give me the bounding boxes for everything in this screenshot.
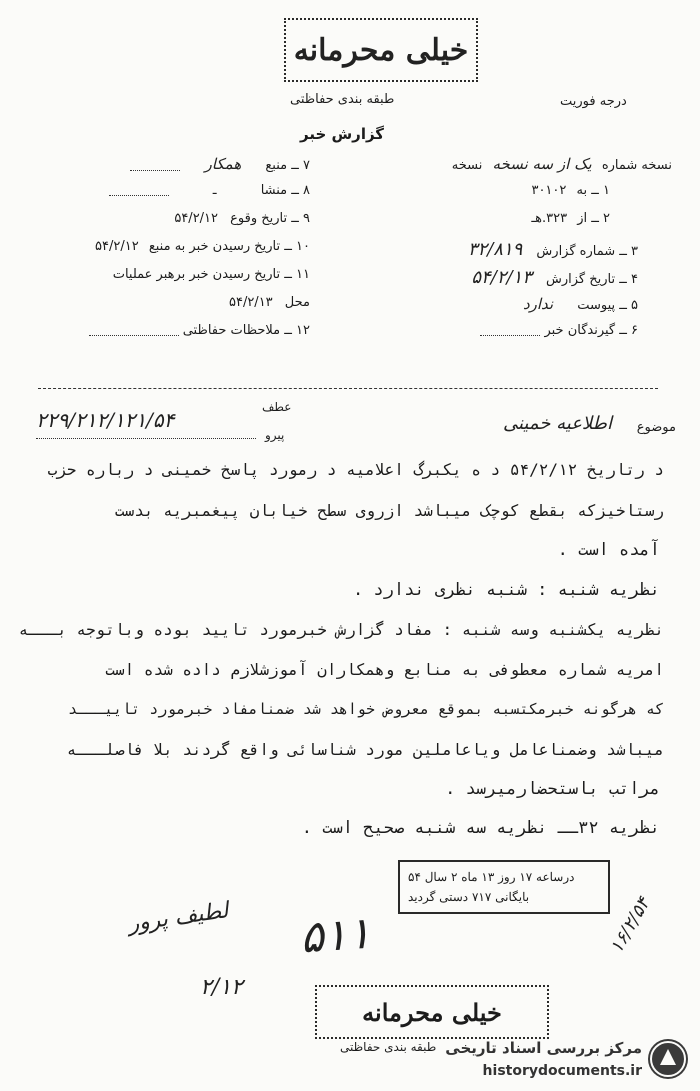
body-line: نظریه ۳۲ــ نظریه سه شنبه صحیح است . xyxy=(301,818,660,838)
field-report-date: ۴ ــ تاریخ گزارش ۵۴/۲/۱۳ xyxy=(471,267,638,288)
body-line: د رتاریخ ۵۴/۲/۱۲ د ه یکبرگ اعلامیه د رمورد پاسخ خمینی د رباره حزب xyxy=(47,460,664,479)
classification-stamp-text: خیلی محرمانه xyxy=(293,32,469,68)
field-location: محل ۵۴/۲/۱۳ xyxy=(228,295,310,310)
field-security-notes: ۱۲ ــ ملاحظات حفاظتی xyxy=(89,323,310,338)
field-value: ۵۴/۲/۱۲ xyxy=(95,239,139,254)
field-value: همکار xyxy=(204,155,242,173)
field-value: ۵۴/۲/۱۳ xyxy=(471,267,532,288)
field-date-to-source: ۱۰ ــ تاریخ رسیدن خبر به منبع ۵۴/۲/۱۲ xyxy=(95,239,310,254)
subject-text: اطلاعیه خمینی xyxy=(502,413,612,434)
body-line: رستاخیزکه بقطع کوچک میباشد ازروی سطح خیابان پیغمبریه بدست xyxy=(114,501,664,520)
subject-label: موضوع xyxy=(636,420,676,435)
field-value: ۵۴/۲/۱۲ xyxy=(174,211,219,226)
signature-left: لطیف پرور xyxy=(126,898,230,937)
field-origin: ۸ ــ منشا ـ xyxy=(109,183,310,198)
classification-stamp xyxy=(284,18,478,82)
field-value: ندارد xyxy=(522,295,554,313)
signature-right-edge: ۱۶/۲/۵۴ xyxy=(606,894,655,957)
watermark-logo-icon xyxy=(648,1039,688,1079)
watermark-url: historydocuments.ir xyxy=(482,1063,642,1079)
bottom-stamp-text: خیلی محرمانه xyxy=(362,997,502,1027)
field-value: ـ xyxy=(212,183,217,198)
urgency-label: درجه فوریت xyxy=(560,94,627,109)
archive-stamp-line1: درساعه ۱۷ روز ۱۳ ماه ۲ سال ۵۴ xyxy=(408,870,575,884)
body-line: مراتب باستحضارمیرسد . xyxy=(445,779,660,799)
bottom-classification-stamp xyxy=(315,985,549,1039)
body-line: امریه شماره معطوفی به منابع وهمکاران آموزشلازم داده شده است xyxy=(105,660,664,679)
field-value: ۳۲۳.هـ xyxy=(531,211,568,226)
field-occurrence-date: ۹ ــ تاریخ وقوع ۵۴/۲/۱۲ xyxy=(174,211,310,226)
field-recipients: ۶ ــ گیرندگان خبر xyxy=(480,323,638,338)
body-line: آمده است . xyxy=(557,540,660,560)
field-source: ۷ ــ منبع همکار xyxy=(130,155,310,173)
separator-line xyxy=(38,388,658,389)
field-report-number: ۳ ــ شماره گزارش ۳۲/۸۱۹ xyxy=(467,239,638,260)
watermark xyxy=(430,1035,692,1087)
subject-underline xyxy=(36,438,256,439)
field-attachment: ۵ ــ پیوست ندارد xyxy=(522,295,638,313)
body-line: که هرگونه خبرمکتسبه بموقع معروض خواهد شد ضمنامفاد خبرمورد تاییـــد xyxy=(67,700,664,718)
field-value: یک از سه نسخه xyxy=(492,155,592,173)
field-value: ۳۲/۸۱۹ xyxy=(467,239,523,260)
body-line: نظریه شنبه : شنبه نظری ندارد . xyxy=(352,580,660,600)
report-title: گزارش خبر xyxy=(300,125,385,143)
signature-left-number: ۲/۱۲ xyxy=(200,975,243,1000)
field-from: ۲ ــ از ۳۲۳.هـ xyxy=(531,211,610,226)
protection-class-label: طبقه بندی حفاظتی xyxy=(290,92,395,107)
field-value: ۵۴/۲/۱۳ xyxy=(228,295,273,310)
archive-stamp xyxy=(398,860,610,914)
watermark-title: مرکز بررسی اسناد تاریخی xyxy=(445,1039,642,1057)
field-copy-number: نسخه شماره یک از سه نسخه نسخه xyxy=(451,155,672,173)
field-to: ۱ ــ به ۳۰۱۰۲ xyxy=(531,183,610,198)
archive-stamp-line2: بایگانی ۷۱۷ دستی گردید xyxy=(408,890,530,904)
ref-numbers: ۲۲۹/۲۱۲/۱۲۱/۵۴ xyxy=(36,408,175,432)
field-date-to-leader: ۱۱ ــ تاریخ رسیدن خبر برهبر عملیات xyxy=(112,267,310,282)
field-value: ۳۰۱۰۲ xyxy=(531,183,567,198)
body-line: میباشد وضمناعامل ویاعاملین مورد شناسائی واقع گردند بلا فاصلـــه xyxy=(66,740,664,759)
body-line: نظریه یکشنبه وسه شنبه : مفاد گزارش خبرمورد تایید بوده وباتوجه بـــه xyxy=(18,620,664,639)
bottom-protection-class: طبقه بندی حفاظتی xyxy=(340,1040,437,1054)
signature-middle: ۵۱۱ xyxy=(298,907,373,964)
ref-top-label: عطف xyxy=(262,400,292,414)
ref-bottom-label: پیرو xyxy=(265,428,285,442)
